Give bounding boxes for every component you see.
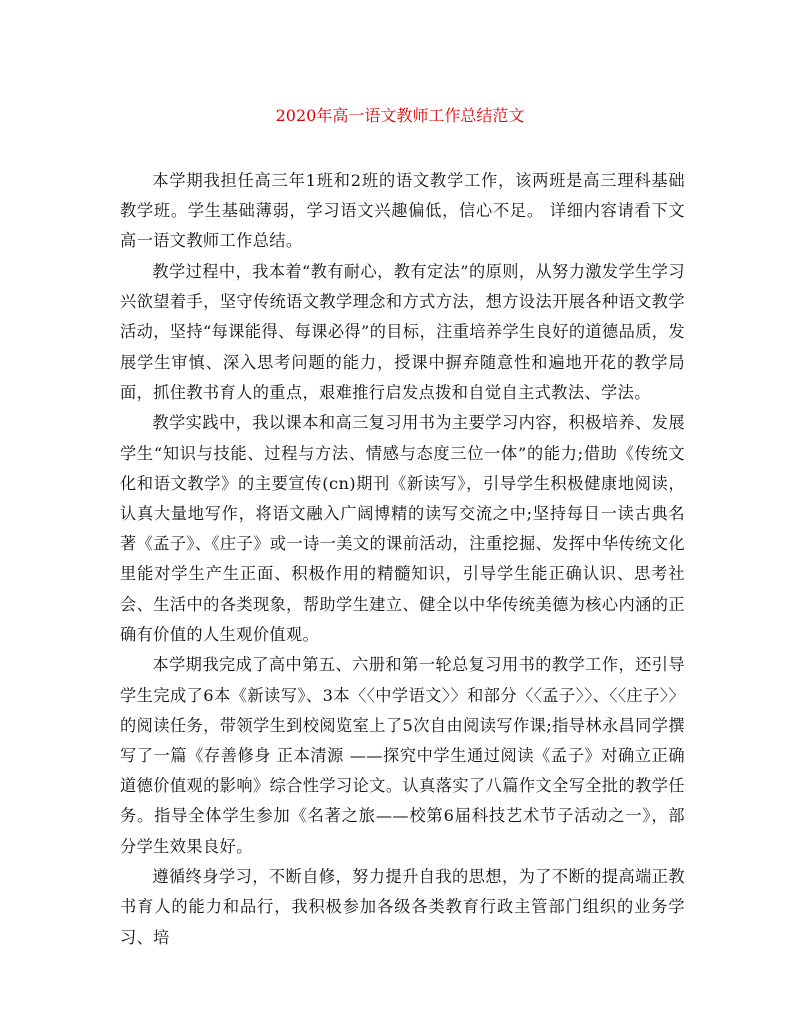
paragraph: 本学期我完成了高中第五、六册和第一轮总复习用书的教学工作，还引导学生完成了6本《新读写》、3本〈〈中学语文〉〉和部分〈〈孟子〉〉、〈〈庄子〉〉的阅读任务，带领学生到校阅览室上了5次自由阅读写作课;指导林永昌同学撰写了一篇《存善修身 正本清源 ——探究中学生通过阅读《孟子》对确立正确道德价值观的影响》综合性学习论文。认真落实了八篇作文全写全批的教学任务。指导全体学生参加《名著之旅——校第6届科技艺术节子活动之一》，部分学生效果良好。 — [120, 655, 685, 856]
paragraph: 教学实践中，我以课本和高三复习用书为主要学习内容，积极培养、发展学生“知识与技能、过程与方法、情感与态度三位一体”的能力;借助《传统文化和语文教学》的主要宣传(cn)期刊《新读写》，引导学生积极健康地阅读，认真大量地写作，将语文融入广阔博精的读写交流之中;坚持每日一读古典名著《孟子》、《庄子》或一诗一美文的课前活动，注重挖掘、发挥中华传统文化里能对学生产生正面、积极作用的精髓知识，引导学生能正确认识、思考社会、生活中的各类现象，帮助学生建立、健全以中华传统美德为核心内涵的正确有价值的人生观价值观。 — [120, 413, 685, 644]
paragraph: 本学期我担任高三年1班和2班的语文教学工作，该两班是高三理科基础教学班。学生基础薄弱，学习语文兴趣偏低，信心不足。 详细内容请看下文高一语文教师工作总结。 — [120, 171, 685, 251]
document-title: 2020年高一语文教师工作总结范文 — [275, 106, 525, 125]
paragraph: 遵循终身学习，不断自修，努力提升自我的思想，为了不断的提高端正教书育人的能力和品行，我积极参加各级各类教育行政主管部门组织的业务学习、培 — [120, 867, 685, 947]
paragraph: 教学过程中，我本着“教有耐心，教有定法”的原则，从努力激发学生学习兴欲望着手，坚守传统语文教学理念和方式方法，想方设法开展各种语文教学活动，坚持“每课能得、每课必得”的目标，注重培养学生良好的道德品质，发展学生审慎、深入思考问题的能力，授课中摒弃随意性和遍地开花的教学局面，抓住教书育人的重点，艰难推行启发点拨和自觉自主式教法、学法。 — [120, 262, 685, 402]
document-body — [120, 166, 685, 953]
